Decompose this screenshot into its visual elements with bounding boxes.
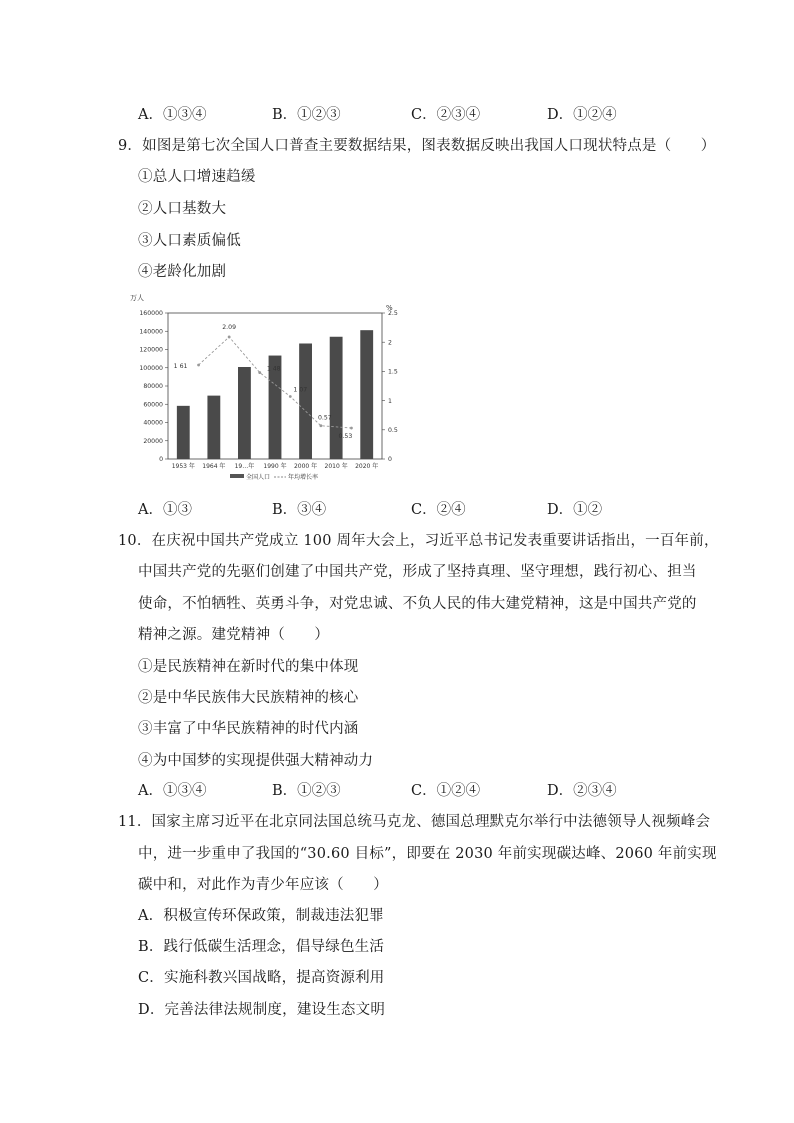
left-unit: 万人 <box>130 294 144 302</box>
population-bar <box>299 343 312 459</box>
left-tick-label: 40000 <box>143 419 163 427</box>
growth-rate-label: 1 61 <box>173 362 188 370</box>
q10-item-1: ①是民族精神在新时代的集中体现 <box>138 659 359 675</box>
q11-option-b: B．践行低碳生活理念，倡导绿色生活 <box>138 939 385 955</box>
left-tick-label: 60000 <box>143 401 163 409</box>
population-bar <box>330 337 343 459</box>
right-tick-label: 2 <box>388 339 392 347</box>
category-label: 2020 年 <box>355 463 379 470</box>
q10-stem-line-3: 使命，不怕牺牲、英勇斗争，对党忠诚、不负人民的伟大建党精神，这是中国共产党的 <box>138 596 697 612</box>
q9-option-b: B．③④ <box>272 502 327 518</box>
q8-option-c: C．②③④ <box>411 107 481 123</box>
q9-item-3: ③人口素质偏低 <box>138 233 241 249</box>
q11-stem-line-3: 碳中和，对此作为青少年应该（ ） <box>138 877 388 893</box>
q9-option-d: D．①② <box>547 502 603 518</box>
legend-bar-swatch <box>230 474 244 478</box>
right-tick-label: 1 <box>388 397 392 405</box>
q10-item-2: ②是中华民族伟大民族精神的核心 <box>138 690 359 706</box>
population-bar <box>360 330 373 459</box>
legend-rate-label: 年均增长率 <box>288 474 319 481</box>
left-tick-label: 100000 <box>139 364 163 372</box>
growth-rate-label: 0.57 <box>317 414 332 422</box>
legend <box>230 473 318 481</box>
q10-stem-line-4: 精神之源。建党精神（ ） <box>138 627 330 643</box>
growth-rate-point <box>228 336 231 339</box>
q9-item-1: ①总人口增速趋缓 <box>138 169 256 185</box>
category-label: 2000 年 <box>293 463 318 470</box>
growth-rate-point <box>350 427 353 430</box>
category-label: 1964 年 <box>202 463 226 470</box>
growth-rate-label: 1 48 <box>266 365 281 373</box>
growth-rate-point <box>258 371 261 374</box>
population-bar <box>177 406 190 459</box>
growth-rate-point <box>289 395 292 398</box>
growth-rate-point <box>319 424 322 427</box>
right-tick-label: 0 <box>388 456 392 464</box>
q9-item-4: ④老龄化加剧 <box>138 264 227 280</box>
q11-stem-line-2: 中，进一步重申了我国的“30.60 目标”，即要在 2030 年前实现碳达峰、2060 年前实现 <box>138 846 717 862</box>
right-tick-label: 1.5 <box>388 368 398 376</box>
q11-option-d: D．完善法律法规制度，建设生态文明 <box>138 1002 386 1018</box>
q10-stem-line-1: 10．在庆祝中国共产党成立 100 周年大会上，习近平总书记发表重要讲话指出，一百年前， <box>118 533 719 549</box>
right-tick-label: 0.5 <box>388 427 398 434</box>
right-unit: % <box>386 304 393 312</box>
q10-option-c: C．①②④ <box>411 783 481 799</box>
population-bar <box>207 396 220 459</box>
left-tick-label: 0 <box>159 456 163 464</box>
left-tick-label: 20000 <box>143 437 163 445</box>
growth-rate-label: 2.09 <box>222 323 237 331</box>
population-bar <box>238 367 251 459</box>
q9-option-a: A．①③ <box>138 502 192 518</box>
growth-rate-label: 1 07 <box>293 386 308 394</box>
q10-option-a: A．①③④ <box>138 783 207 799</box>
q9-item-2: ②人口基数大 <box>138 201 227 217</box>
growth-rate-label: 0.53 <box>338 433 353 441</box>
q11-option-c: C．实施科教兴国战略，提高资源利用 <box>138 970 385 986</box>
q8-option-b: B．①②③ <box>272 107 341 123</box>
legend-population-label: 全国人口 <box>246 474 271 481</box>
q10-option-b: B．①②③ <box>272 783 341 799</box>
left-tick-label: 160000 <box>139 310 163 318</box>
q9-stem: 9．如图是第七次全国人口普查主要数据结果，图表数据反映出我国人口现状特点是（ ） <box>118 138 716 154</box>
left-tick-label: 140000 <box>139 328 163 336</box>
growth-rate-point <box>197 364 200 367</box>
category-label: 1953 年 <box>171 463 195 470</box>
left-tick-label: 80000 <box>143 383 163 391</box>
q8-option-d: D．①②④ <box>547 107 617 123</box>
category-label: 2010 年 <box>324 463 348 470</box>
left-tick-label: 120000 <box>139 346 163 354</box>
population-chart <box>128 288 410 488</box>
q8-option-a: A．①③④ <box>138 107 207 123</box>
q11-option-a: A．积极宣传环保政策，制裁违法犯罪 <box>138 908 384 924</box>
category-label: 19…年 <box>234 463 255 470</box>
q9-option-c: C．②④ <box>411 502 466 518</box>
q10-item-4: ④为中国梦的实现提供强大精神动力 <box>138 753 374 769</box>
q10-stem-line-2: 中国共产党的先驱们创建了中国共产党，形成了坚持真理、坚守理想，践行初心、担当 <box>138 564 697 580</box>
q11-stem-line-1: 11．国家主席习近平在北京同法国总统马克龙、德国总理默克尔举行中法德领导人视频峰会 <box>118 814 711 830</box>
category-label: 1990 年 <box>263 463 287 470</box>
q10-option-d: D．②③④ <box>547 783 617 799</box>
q10-item-3: ③丰富了中华民族精神的时代内涵 <box>138 721 359 737</box>
right-tick-label: 2.5 <box>388 310 398 318</box>
